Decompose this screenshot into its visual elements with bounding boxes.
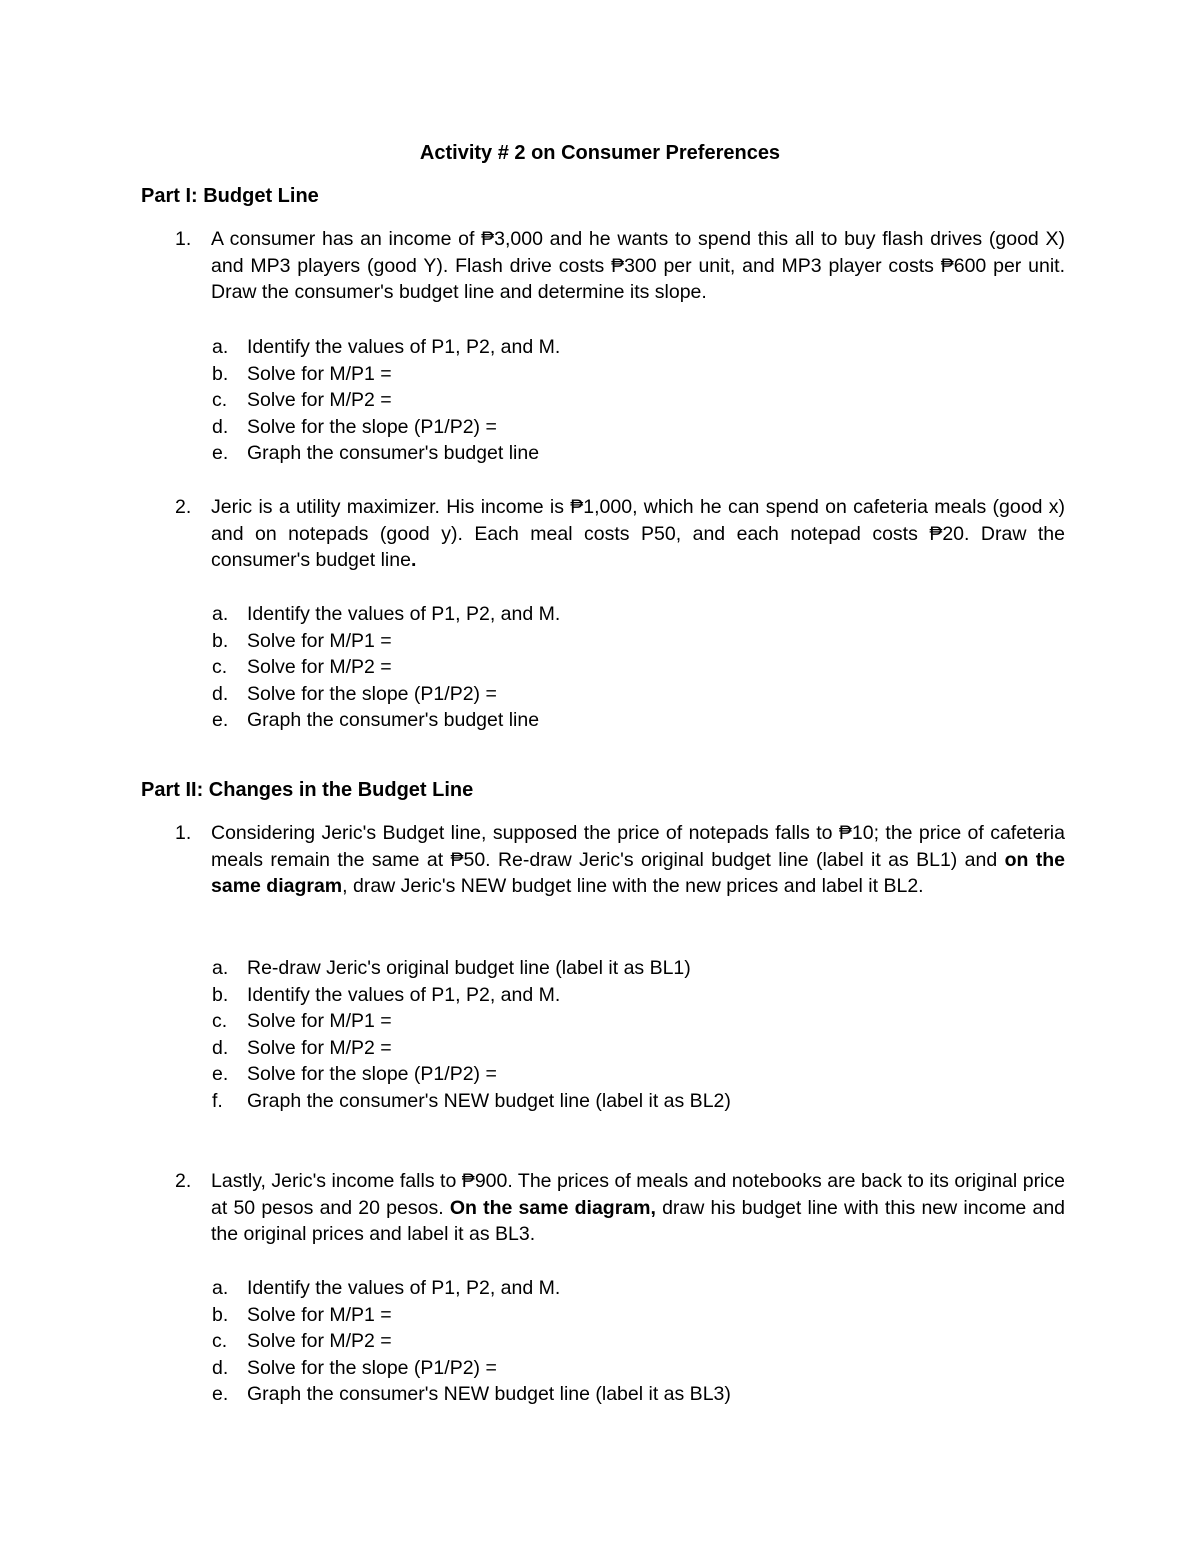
list-item — [212, 707, 1072, 734]
item-text: Identify the values of P1, P2, and M. — [247, 983, 561, 1006]
item-text: Solve for the slope (P1/P2) = — [247, 682, 497, 705]
list-item — [212, 628, 1072, 655]
item-text: Re-draw Jeric's original budget line (label it as BL1) — [247, 957, 691, 979]
item-text: Identify the values of P1, P2, and M. — [247, 336, 561, 358]
list-item — [212, 1088, 1072, 1115]
item-letter: d. — [212, 415, 229, 438]
item-text: Solve for M/P1 = — [247, 362, 392, 385]
question-text-end: , draw Jeric's NEW budget line with the new prices and label it BL2. — [342, 875, 924, 898]
part1-question-1 — [175, 226, 1065, 306]
item-text: Identify the values of P1, P2, and M. — [247, 603, 561, 625]
part2-q2-subitems — [212, 1275, 1072, 1408]
question-text-emphasis: on the same diagram — [211, 848, 1065, 898]
item-letter: a. — [212, 603, 229, 625]
question-text — [211, 1168, 1065, 1248]
item-letter: d. — [212, 1036, 229, 1059]
question-text-period: . — [410, 549, 417, 572]
list-item — [212, 1302, 1072, 1329]
item-text: Solve for M/P2 = — [247, 1036, 392, 1059]
item-text: Solve for M/P1 = — [247, 629, 392, 652]
item-letter: f. — [212, 1089, 223, 1112]
question-number: 2. — [175, 1170, 192, 1192]
list-item — [212, 601, 1072, 628]
item-letter: b. — [212, 362, 229, 385]
question-text-start: Lastly, Jeric's income falls to ₱900. The prices of meals and notebooks are back to its original price at 50 pesos and 20 pesos. — [211, 1170, 1065, 1219]
part1-q2-subitems — [212, 601, 1072, 734]
question-text-emphasis: On the same diagram, — [449, 1196, 656, 1219]
item-letter: c. — [212, 389, 228, 412]
list-item — [212, 387, 1072, 414]
list-item — [212, 955, 1072, 982]
question-number: 1. — [175, 228, 192, 250]
part2-question-1 — [175, 820, 1065, 900]
question-number: 2. — [175, 496, 192, 518]
part2-q1-subitems — [212, 955, 1072, 1115]
part1-q1-subitems — [212, 334, 1072, 467]
item-letter: e. — [212, 442, 229, 465]
item-text: Solve for the slope (P1/P2) = — [247, 1063, 497, 1086]
item-letter: d. — [212, 1356, 229, 1379]
question-number: 1. — [175, 822, 192, 844]
item-letter: e. — [212, 1063, 229, 1086]
question-text — [211, 494, 1065, 574]
item-text: Solve for the slope (P1/P2) = — [247, 1356, 497, 1379]
question-text-main: Jeric is a utility maximizer. His income is ₱1,000, which he can spend on cafeteria meals (good x) and on notepads (good y). Each meal costs P50, and each notepad costs ₱20. Draw the consumer's budget line — [211, 496, 1065, 572]
item-text: Graph the consumer's NEW budget line (label it as BL3) — [247, 1383, 731, 1406]
item-letter: a. — [212, 336, 229, 358]
item-text: Solve for the slope (P1/P2) = — [247, 415, 497, 438]
list-item — [212, 1061, 1072, 1088]
item-letter: a. — [212, 957, 229, 979]
item-text: Solve for M/P2 = — [247, 656, 392, 679]
page-title: Activity # 2 on Consumer Preferences — [419, 142, 781, 164]
part1-question-2 — [175, 494, 1065, 574]
item-letter: b. — [212, 629, 229, 652]
item-letter: d. — [212, 682, 229, 705]
part2-heading: Part II: Changes in the Budget Line — [141, 779, 474, 801]
item-text: Solve for M/P1 = — [247, 1010, 392, 1033]
list-item — [212, 361, 1072, 388]
item-letter: e. — [212, 709, 229, 732]
list-item — [212, 982, 1072, 1009]
item-letter: c. — [212, 1010, 228, 1033]
question-text-start: Considering Jeric's Budget line, supposed the price of notepads falls to ₱10; the price of cafeteria meals remain the same at ₱50. Re-draw Jeric's original budget line (label it as BL1) and — [211, 822, 1065, 871]
list-item — [212, 654, 1072, 681]
item-letter: c. — [212, 656, 228, 679]
list-item — [212, 681, 1072, 708]
list-item — [212, 334, 1072, 361]
item-letter: b. — [212, 983, 229, 1006]
item-text: Identify the values of P1, P2, and M. — [247, 1277, 561, 1299]
item-letter: c. — [212, 1330, 228, 1353]
item-text: Graph the consumer's NEW budget line (label it as BL2) — [247, 1089, 731, 1112]
list-item — [212, 414, 1072, 441]
list-item — [212, 1328, 1072, 1355]
question-text: A consumer has an income of ₱3,000 and he wants to spend this all to buy flash drives (good X) and MP3 players (good Y). Flash drive costs ₱300 per unit, and MP3 player costs ₱600 per unit. Draw the consumer's budget line and determine its slope. — [211, 228, 1065, 304]
list-item — [212, 1381, 1072, 1408]
item-text: Solve for M/P1 = — [247, 1303, 392, 1326]
list-item — [212, 1355, 1072, 1382]
item-text: Graph the consumer's budget line — [247, 442, 540, 465]
list-item — [212, 440, 1072, 467]
list-item — [212, 1275, 1072, 1302]
item-letter: a. — [212, 1277, 229, 1299]
item-text: Solve for M/P2 = — [247, 1330, 392, 1353]
part1-heading: Part I: Budget Line — [141, 185, 319, 207]
part2-question-2 — [175, 1168, 1065, 1248]
list-item — [212, 1008, 1072, 1035]
item-text: Solve for M/P2 = — [247, 389, 392, 412]
item-letter: b. — [212, 1303, 229, 1326]
question-text — [211, 820, 1065, 900]
item-text: Graph the consumer's budget line — [247, 709, 540, 732]
question-text-end: draw his budget line with this new income and the original prices and label it as BL3. — [211, 1196, 1066, 1246]
list-item — [212, 1035, 1072, 1062]
item-letter: e. — [212, 1383, 229, 1406]
